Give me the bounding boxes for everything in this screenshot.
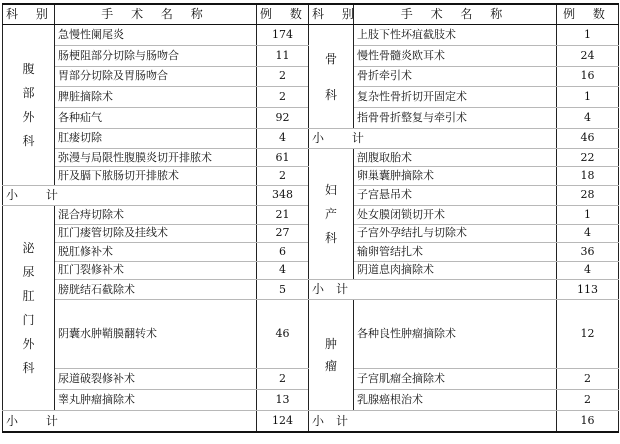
dept-label-orthopedics: 骨科 — [324, 51, 337, 102]
case-count: 13 — [257, 390, 309, 411]
header-dept-right: 科 别 — [309, 4, 354, 25]
case-count: 28 — [557, 185, 619, 205]
surgery-name: 急慢性阑尾炎 — [55, 25, 257, 46]
table-row — [3, 280, 619, 300]
surgery-name: 输卵管结扎术 — [354, 243, 557, 262]
subtotal-count-orthopedics: 46 — [557, 128, 619, 148]
subtotal-label-urology: 小 计 — [3, 411, 257, 432]
case-count: 92 — [257, 108, 309, 129]
surgery-name: 处女膜闭锁切开术 — [354, 206, 557, 225]
table-row — [3, 128, 619, 148]
surgery-name: 阴道息肉摘除术 — [354, 261, 557, 280]
header-name-left: 手 术 名 称 — [55, 4, 257, 25]
surgery-name: 肛门瘘管切除及挂线术 — [55, 224, 257, 243]
case-count: 1 — [557, 206, 619, 225]
subtotal-count-abdominal: 348 — [257, 185, 309, 205]
dept-cell-tumor — [309, 300, 354, 411]
table-header-row — [3, 4, 619, 25]
case-count: 27 — [257, 224, 309, 243]
surgery-name: 子宫肌瘤全摘除术 — [354, 368, 557, 389]
table-row — [3, 25, 619, 46]
surgery-name: 肛瘘切除 — [55, 128, 257, 148]
case-count: 18 — [557, 167, 619, 186]
case-count: 4 — [257, 261, 309, 280]
surgery-name: 肛门裂修补术 — [55, 261, 257, 280]
case-count: 21 — [257, 206, 309, 225]
surgery-name: 卵巢囊肿摘除术 — [354, 167, 557, 186]
case-count: 2 — [557, 390, 619, 411]
case-count: 2 — [257, 66, 309, 87]
case-count: 1 — [557, 25, 619, 46]
case-count: 5 — [257, 280, 309, 300]
case-count: 61 — [257, 148, 309, 167]
table-row — [3, 411, 619, 432]
header-count-right: 例 数 — [557, 4, 619, 25]
dept-label-obgyn: 妇产科 — [324, 183, 337, 246]
case-count: 36 — [557, 243, 619, 262]
case-count: 2 — [557, 368, 619, 389]
surgery-name: 子宫悬吊术 — [354, 185, 557, 205]
surgery-name: 慢性骨髓炎欧耳术 — [354, 45, 557, 66]
surgery-name: 肝及膈下脓肠切开排脓术 — [55, 167, 257, 186]
case-count: 2 — [257, 368, 309, 389]
table-row — [3, 148, 619, 167]
dept-label-urology: 泌尿肛门外科 — [22, 241, 35, 376]
surgery-name: 弥漫与局限性腹膜炎切开排脓术 — [55, 148, 257, 167]
case-count: 12 — [557, 300, 619, 369]
surgery-name: 尿道破裂修补术 — [55, 368, 257, 389]
surgery-name: 子宫外孕结扎与切除术 — [354, 224, 557, 243]
surgery-name: 上肢下性坏疽截肢术 — [354, 25, 557, 46]
subtotal-count-tumor: 16 — [557, 411, 619, 432]
surgery-name: 复杂性骨折切开固定术 — [354, 87, 557, 108]
case-count: 24 — [557, 45, 619, 66]
dept-cell-obgyn — [309, 148, 354, 279]
case-count: 2 — [257, 87, 309, 108]
case-count: 46 — [257, 300, 309, 369]
case-count: 4 — [257, 128, 309, 148]
surgery-name: 阴囊水肿鞘膜翻转术 — [55, 300, 257, 369]
subtotal-label-orthopedics: 小 计 — [309, 128, 557, 148]
dept-label-tumor: 肿瘤 — [324, 337, 337, 374]
surgery-name: 指骨骨折整复与牵引术 — [354, 108, 557, 129]
case-count: 2 — [257, 167, 309, 186]
case-count: 16 — [557, 66, 619, 87]
dept-cell-urology — [3, 206, 55, 411]
case-count: 4 — [557, 261, 619, 280]
header-name-right: 手 术 名 称 — [354, 4, 557, 25]
header-dept-left: 科 别 — [3, 4, 55, 25]
dept-cell-orthopedics — [309, 25, 354, 128]
subtotal-label-abdominal: 小 计 — [3, 185, 257, 205]
surgery-statistics-table — [2, 3, 619, 433]
surgery-name: 剖腹取胎术 — [354, 148, 557, 167]
header-count-left: 例 数 — [257, 4, 309, 25]
surgery-name: 睾丸肿瘤摘除术 — [55, 390, 257, 411]
case-count: 4 — [557, 108, 619, 129]
surgery-name: 混合痔切除术 — [55, 206, 257, 225]
surgery-name: 胃部分切除及胃肠吻合 — [55, 66, 257, 87]
subtotal-label-obgyn: 小计 — [309, 280, 557, 300]
subtotal-count-obgyn: 113 — [557, 280, 619, 300]
surgery-name: 膀胱结石截除术 — [55, 280, 257, 300]
surgery-name: 各种疝气 — [55, 108, 257, 129]
table-row — [3, 300, 619, 369]
surgery-name: 乳腺癌根治术 — [354, 390, 557, 411]
case-count: 6 — [257, 243, 309, 262]
case-count: 22 — [557, 148, 619, 167]
surgery-name: 脱肛修补术 — [55, 243, 257, 262]
surgery-name: 各种良性肿瘤摘除术 — [354, 300, 557, 369]
subtotal-count-urology: 124 — [257, 411, 309, 432]
surgery-name: 骨折牵引术 — [354, 66, 557, 87]
surgery-name: 肠梗阻部分切除与肠吻合 — [55, 45, 257, 66]
case-count: 174 — [257, 25, 309, 46]
case-count: 11 — [257, 45, 309, 66]
case-count: 1 — [557, 87, 619, 108]
subtotal-label-tumor: 小计 — [309, 411, 557, 432]
surgery-name: 脾脏摘除术 — [55, 87, 257, 108]
case-count: 4 — [557, 224, 619, 243]
dept-cell-abdominal — [3, 25, 55, 186]
dept-label-abdominal: 腹部外科 — [22, 62, 35, 149]
